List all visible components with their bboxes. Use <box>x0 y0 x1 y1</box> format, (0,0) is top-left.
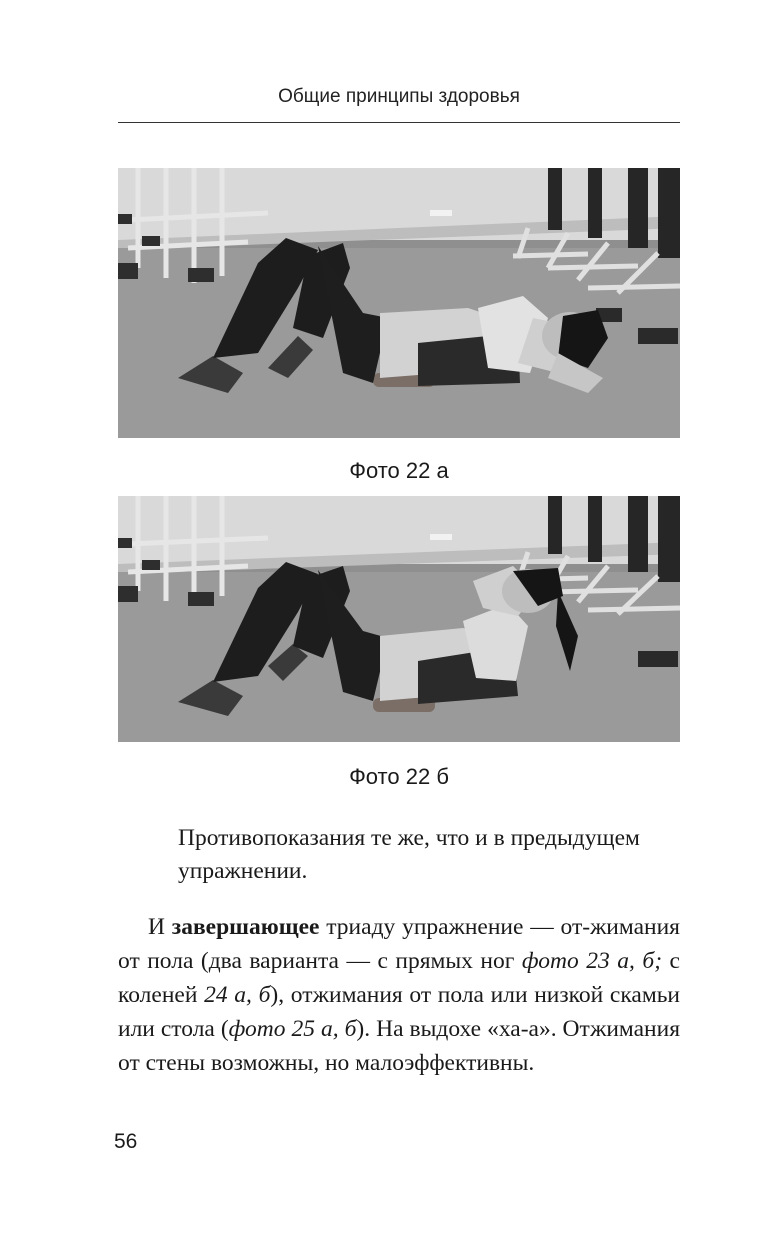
caption-photo-22b: Фото 22 б <box>349 764 449 789</box>
photo-22a <box>118 168 680 438</box>
photo-22b <box>118 496 680 742</box>
paragraph-bold-term: завершающее <box>171 914 320 940</box>
photo-reference: 24 а, б <box>204 982 271 1008</box>
photo-22b-image <box>118 496 680 742</box>
paragraph-text: ). На выдохе «ха-а». Отжимания от стены возможны, но малоэффективны. <box>118 1016 681 1076</box>
photo-reference: фото 25 а, б <box>228 1016 357 1042</box>
photo-22a-image <box>118 168 680 438</box>
page-number: 56 <box>114 1130 138 1153</box>
photo-reference: фото 23 а, б; <box>521 948 663 974</box>
caption-photo-22a: Фото 22 а <box>349 458 449 483</box>
running-header: Общие принципы здоровья <box>278 86 520 107</box>
paragraph-text: триаду упражнение — от-жимания от пола (два варианта — с прямых ног <box>118 914 680 974</box>
body-paragraph <box>118 910 680 1080</box>
header-rule <box>118 122 680 123</box>
paragraph-text: с коленей <box>118 948 680 1008</box>
contraindications-note: Противопоказания те же, что и в предыдущем упражнении. <box>178 825 640 884</box>
paragraph-text: И <box>148 914 172 940</box>
paragraph-text: ), отжимания от пола или низкой скамьи или стола ( <box>118 982 680 1042</box>
